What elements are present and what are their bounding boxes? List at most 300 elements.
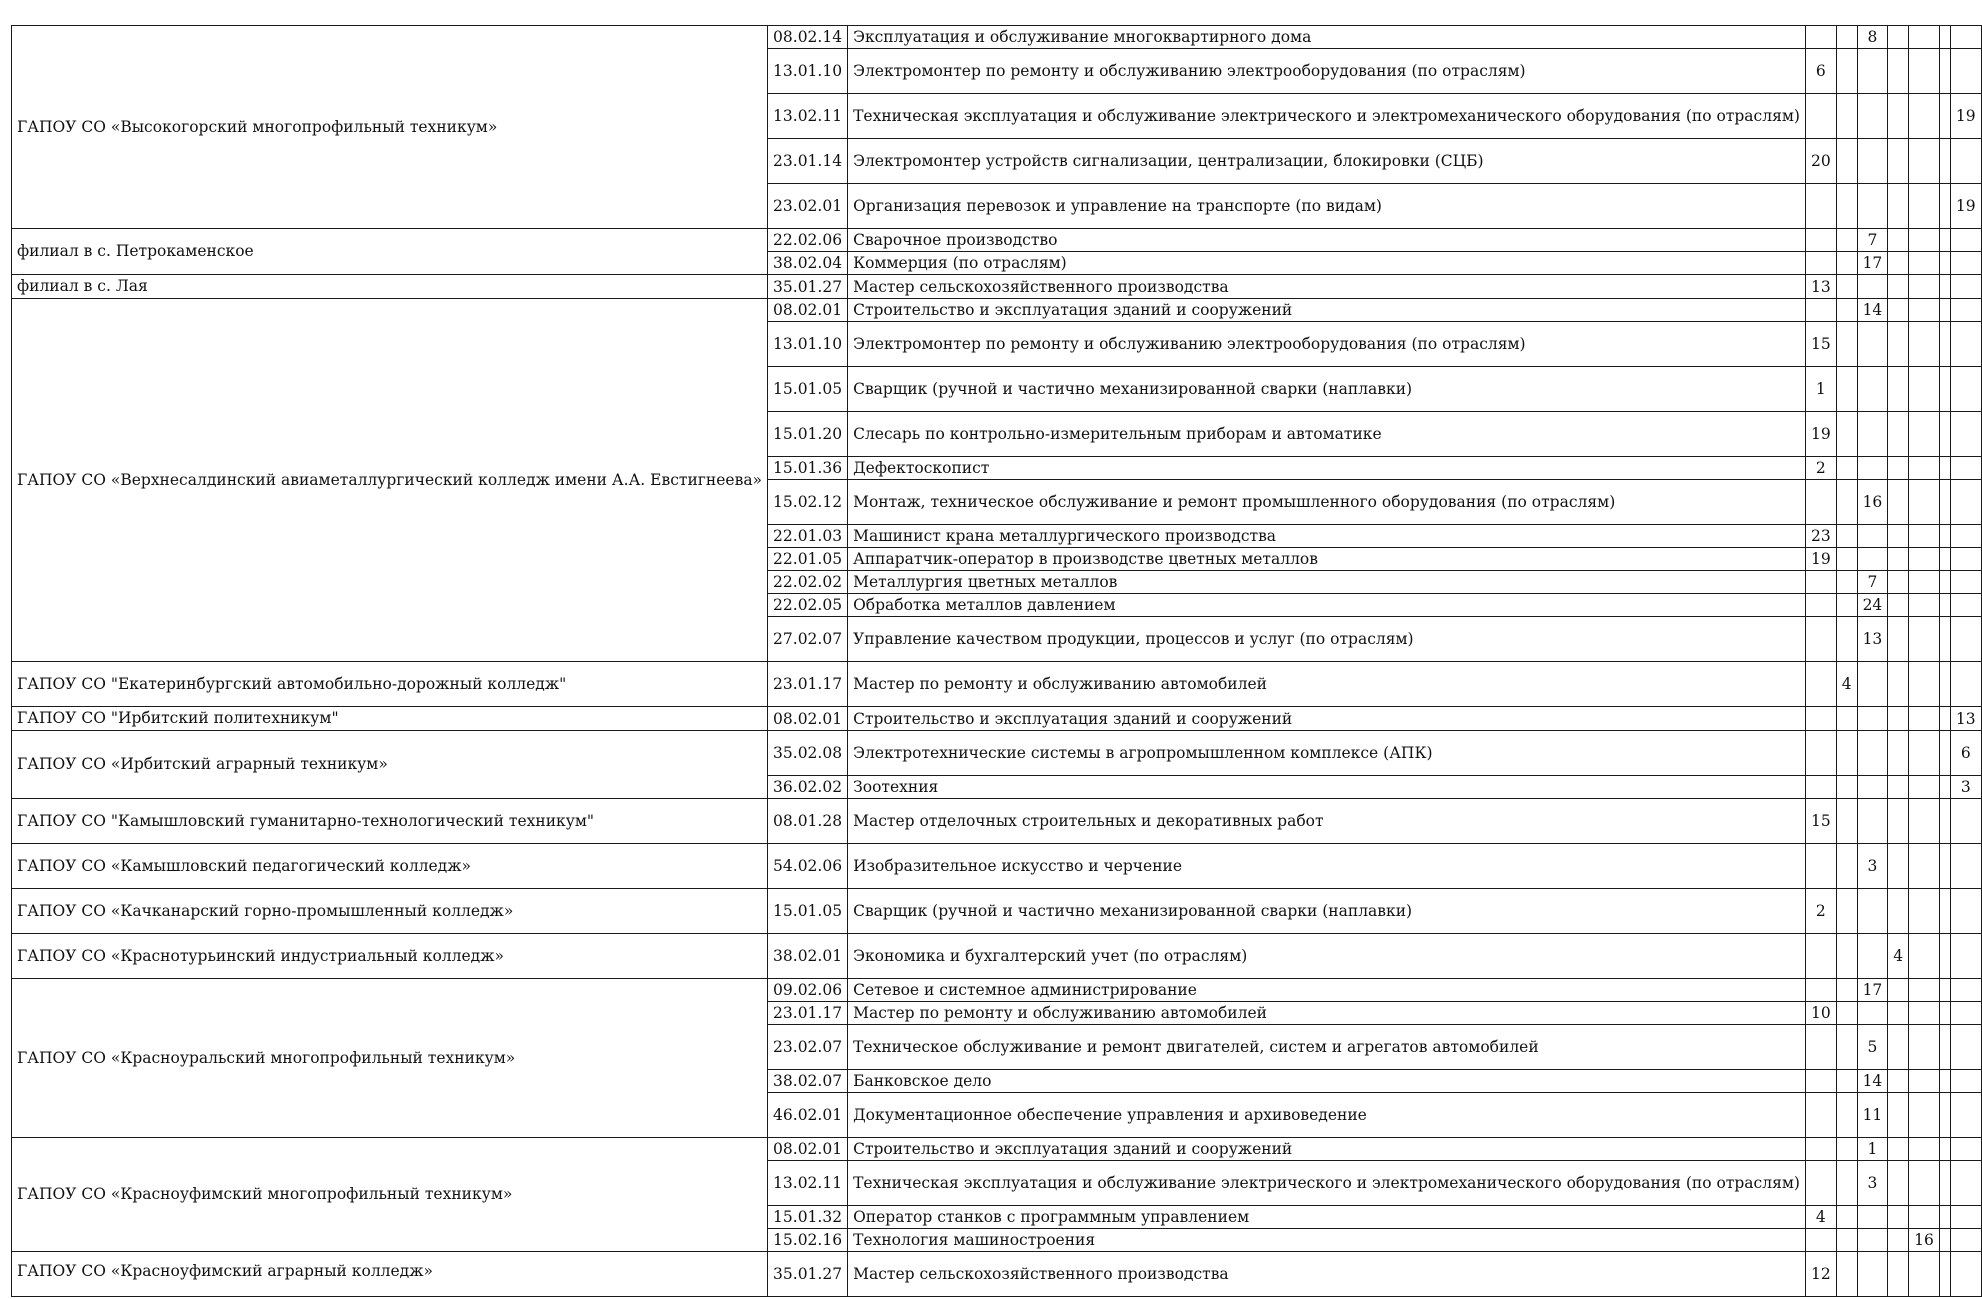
count-cell xyxy=(1888,889,1909,934)
count-cell: 2 xyxy=(1805,457,1836,480)
count-cell xyxy=(1950,412,1981,457)
count-cell xyxy=(1939,525,1950,548)
specialty-code-cell: 15.01.05 xyxy=(768,889,848,934)
count-cell xyxy=(1805,252,1836,275)
specialty-name-cell: Электромонтер по ремонту и обслуживанию электрооборудования (по отраслям) xyxy=(848,322,1806,367)
count-cell xyxy=(1939,662,1950,707)
count-cell xyxy=(1909,322,1940,367)
count-cell xyxy=(1888,617,1909,662)
specialty-code-cell: 09.02.06 xyxy=(768,979,848,1002)
count-cell xyxy=(1805,571,1836,594)
count-cell xyxy=(1888,26,1909,49)
count-cell xyxy=(1805,1138,1836,1161)
count-cell xyxy=(1836,1229,1857,1252)
specialty-name-cell: Сварщик (ручной и частично механизированной сварки (наплавки) xyxy=(848,889,1806,934)
count-cell xyxy=(1909,252,1940,275)
count-cell xyxy=(1909,299,1940,322)
count-cell xyxy=(1909,571,1940,594)
count-cell: 19 xyxy=(1950,94,1981,139)
count-cell: 3 xyxy=(1857,1161,1888,1206)
count-cell: 4 xyxy=(1805,1206,1836,1229)
count-cell xyxy=(1836,594,1857,617)
specialty-code-cell: 22.02.02 xyxy=(768,571,848,594)
count-cell xyxy=(1836,184,1857,229)
table-row xyxy=(12,1252,1982,1297)
specialty-name-cell: Слесарь по контрольно-измерительным приборам и автоматике xyxy=(848,412,1806,457)
specialty-code-cell: 54.02.06 xyxy=(768,844,848,889)
table-row xyxy=(12,979,1982,1002)
count-cell xyxy=(1857,525,1888,548)
count-cell xyxy=(1888,480,1909,525)
institution-cell: ГАПОУ СО «Краснотурьинский индустриальный колледж» xyxy=(12,934,768,979)
count-cell xyxy=(1857,94,1888,139)
count-cell xyxy=(1805,594,1836,617)
count-cell xyxy=(1805,979,1836,1002)
count-cell: 19 xyxy=(1805,412,1836,457)
count-cell xyxy=(1950,662,1981,707)
count-cell xyxy=(1836,299,1857,322)
count-cell xyxy=(1888,844,1909,889)
count-cell xyxy=(1805,1161,1836,1206)
count-cell xyxy=(1805,844,1836,889)
specialty-name-cell: Изобразительное искусство и черчение xyxy=(848,844,1806,889)
specialty-name-cell: Металлургия цветных металлов xyxy=(848,571,1806,594)
table-row xyxy=(12,889,1982,934)
table-row xyxy=(12,934,1982,979)
count-cell xyxy=(1805,617,1836,662)
specialty-code-cell: 15.02.16 xyxy=(768,1229,848,1252)
count-cell xyxy=(1909,1070,1940,1093)
specialty-code-cell: 36.02.02 xyxy=(768,776,848,799)
count-cell: 4 xyxy=(1888,934,1909,979)
specialty-name-cell: Управление качеством продукции, процессов и услуг (по отраслям) xyxy=(848,617,1806,662)
count-cell xyxy=(1857,457,1888,480)
count-cell xyxy=(1939,776,1950,799)
count-cell xyxy=(1836,1206,1857,1229)
count-cell xyxy=(1939,26,1950,49)
count-cell: 5 xyxy=(1857,1025,1888,1070)
count-cell xyxy=(1939,252,1950,275)
institution-cell: ГАПОУ СО «Верхнесалдинский авиаметаллургический колледж имени А.А. Евстигнеева» xyxy=(12,299,768,662)
count-cell xyxy=(1909,1206,1940,1229)
count-cell: 14 xyxy=(1857,299,1888,322)
specialty-name-cell: Мастер отделочных строительных и декоративных работ xyxy=(848,799,1806,844)
count-cell xyxy=(1939,1229,1950,1252)
institution-cell: ГАПОУ СО «Красноуфимский многопрофильный техникум» xyxy=(12,1138,768,1252)
institution-cell: ГАПОУ СО «Качканарский горно-промышленный колледж» xyxy=(12,889,768,934)
count-cell: 16 xyxy=(1909,1229,1940,1252)
specialty-name-cell: Монтаж, техническое обслуживание и ремонт промышленного оборудования (по отраслям) xyxy=(848,480,1806,525)
count-cell xyxy=(1836,139,1857,184)
specialty-code-cell: 08.02.01 xyxy=(768,1138,848,1161)
specialty-name-cell: Банковское дело xyxy=(848,1070,1806,1093)
count-cell xyxy=(1950,594,1981,617)
table-row xyxy=(12,299,1982,322)
table-row xyxy=(12,844,1982,889)
specialty-code-cell: 27.02.07 xyxy=(768,617,848,662)
count-cell xyxy=(1909,367,1940,412)
count-cell xyxy=(1836,1025,1857,1070)
count-cell xyxy=(1939,1025,1950,1070)
count-cell xyxy=(1909,26,1940,49)
count-cell xyxy=(1888,139,1909,184)
count-cell xyxy=(1805,1093,1836,1138)
count-cell xyxy=(1939,1070,1950,1093)
specialty-code-cell: 23.02.01 xyxy=(768,184,848,229)
count-cell xyxy=(1857,776,1888,799)
count-cell xyxy=(1909,94,1940,139)
count-cell xyxy=(1909,1002,1940,1025)
specialty-code-cell: 23.02.07 xyxy=(768,1025,848,1070)
count-cell xyxy=(1857,731,1888,776)
count-cell xyxy=(1939,275,1950,299)
count-cell xyxy=(1805,299,1836,322)
count-cell xyxy=(1950,26,1981,49)
institution-cell: филиал в с. Лая xyxy=(12,275,768,299)
count-cell xyxy=(1909,1161,1940,1206)
count-cell xyxy=(1909,617,1940,662)
count-cell xyxy=(1909,229,1940,252)
institution-cell: ГАПОУ СО «Ирбитский аграрный техникум» xyxy=(12,731,768,799)
count-cell: 15 xyxy=(1805,799,1836,844)
count-cell xyxy=(1950,49,1981,94)
count-cell: 7 xyxy=(1857,229,1888,252)
count-cell xyxy=(1939,594,1950,617)
count-cell xyxy=(1909,662,1940,707)
count-cell xyxy=(1950,617,1981,662)
count-cell xyxy=(1939,1138,1950,1161)
specialty-name-cell: Обработка металлов давлением xyxy=(848,594,1806,617)
count-cell xyxy=(1857,1252,1888,1297)
count-cell: 13 xyxy=(1805,275,1836,299)
count-cell xyxy=(1888,1025,1909,1070)
count-cell xyxy=(1836,731,1857,776)
count-cell: 4 xyxy=(1836,662,1857,707)
count-cell: 3 xyxy=(1857,844,1888,889)
specialty-code-cell: 15.01.36 xyxy=(768,457,848,480)
count-cell xyxy=(1836,1138,1857,1161)
specialty-name-cell: Строительство и эксплуатация зданий и сооружений xyxy=(848,707,1806,731)
specialty-name-cell: Электромонтер по ремонту и обслуживанию электрооборудования (по отраслям) xyxy=(848,49,1806,94)
count-cell xyxy=(1888,229,1909,252)
specialty-name-cell: Мастер по ремонту и обслуживанию автомобилей xyxy=(848,1002,1806,1025)
count-cell xyxy=(1939,979,1950,1002)
institution-cell: ГАПОУ СО «Высокогорский многопрофильный техникум» xyxy=(12,26,768,229)
specialty-name-cell: Техническая эксплуатация и обслуживание электрического и электромеханического оборудования (по отраслям) xyxy=(848,1161,1806,1206)
count-cell xyxy=(1836,571,1857,594)
count-cell: 12 xyxy=(1805,1252,1836,1297)
count-cell xyxy=(1857,275,1888,299)
specialty-name-cell: Строительство и эксплуатация зданий и сооружений xyxy=(848,299,1806,322)
institution-cell: ГАПОУ СО «Красноуфимский аграрный колледж» xyxy=(12,1252,768,1297)
count-cell xyxy=(1909,457,1940,480)
count-cell xyxy=(1836,617,1857,662)
count-cell xyxy=(1939,707,1950,731)
specialty-name-cell: Электротехнические системы в агропромышленном комплексе (АПК) xyxy=(848,731,1806,776)
specialty-name-cell: Эксплуатация и обслуживание многоквартирного дома xyxy=(848,26,1806,49)
count-cell xyxy=(1805,480,1836,525)
count-cell xyxy=(1836,1002,1857,1025)
count-cell xyxy=(1836,934,1857,979)
count-cell xyxy=(1888,1093,1909,1138)
table-row xyxy=(12,731,1982,776)
count-cell xyxy=(1950,299,1981,322)
specialty-name-cell: Сварочное производство xyxy=(848,229,1806,252)
count-cell xyxy=(1909,776,1940,799)
count-cell xyxy=(1836,548,1857,571)
institution-cell: ГАПОУ СО "Ирбитский политехникум" xyxy=(12,707,768,731)
count-cell xyxy=(1857,934,1888,979)
count-cell xyxy=(1950,525,1981,548)
count-cell: 24 xyxy=(1857,594,1888,617)
count-cell xyxy=(1888,571,1909,594)
count-cell xyxy=(1950,322,1981,367)
count-cell xyxy=(1857,662,1888,707)
count-cell xyxy=(1857,889,1888,934)
count-cell xyxy=(1888,662,1909,707)
count-cell xyxy=(1836,275,1857,299)
specialty-name-cell: Техническое обслуживание и ремонт двигателей, систем и агрегатов автомобилей xyxy=(848,1025,1806,1070)
count-cell xyxy=(1909,844,1940,889)
count-cell xyxy=(1888,1138,1909,1161)
count-cell xyxy=(1888,594,1909,617)
count-cell xyxy=(1805,934,1836,979)
specialty-code-cell: 23.01.17 xyxy=(768,662,848,707)
count-cell xyxy=(1939,299,1950,322)
count-cell xyxy=(1888,184,1909,229)
count-cell xyxy=(1939,229,1950,252)
count-cell xyxy=(1857,799,1888,844)
count-cell xyxy=(1909,1093,1940,1138)
specialty-code-cell: 23.01.14 xyxy=(768,139,848,184)
count-cell: 14 xyxy=(1857,1070,1888,1093)
admission-table xyxy=(11,25,1982,1297)
specialty-code-cell: 13.02.11 xyxy=(768,1161,848,1206)
count-cell xyxy=(1857,1002,1888,1025)
count-cell xyxy=(1888,548,1909,571)
count-cell xyxy=(1888,252,1909,275)
count-cell xyxy=(1939,412,1950,457)
count-cell xyxy=(1836,1252,1857,1297)
count-cell xyxy=(1888,367,1909,412)
count-cell xyxy=(1909,799,1940,844)
specialty-code-cell: 22.01.03 xyxy=(768,525,848,548)
count-cell xyxy=(1939,457,1950,480)
count-cell: 17 xyxy=(1857,252,1888,275)
count-cell xyxy=(1939,1002,1950,1025)
count-cell xyxy=(1836,889,1857,934)
count-cell xyxy=(1950,889,1981,934)
count-cell xyxy=(1888,275,1909,299)
table-row xyxy=(12,662,1982,707)
count-cell xyxy=(1805,1025,1836,1070)
count-cell: 7 xyxy=(1857,571,1888,594)
count-cell xyxy=(1939,322,1950,367)
count-cell xyxy=(1805,26,1836,49)
count-cell: 19 xyxy=(1950,184,1981,229)
count-cell xyxy=(1805,94,1836,139)
specialty-code-cell: 15.01.05 xyxy=(768,367,848,412)
count-cell xyxy=(1909,184,1940,229)
count-cell xyxy=(1909,412,1940,457)
institution-cell: ГАПОУ СО "Камышловский гуманитарно-технологический техникум" xyxy=(12,799,768,844)
count-cell xyxy=(1836,412,1857,457)
count-cell xyxy=(1909,594,1940,617)
specialty-code-cell: 38.02.04 xyxy=(768,252,848,275)
count-cell xyxy=(1805,229,1836,252)
count-cell xyxy=(1836,480,1857,525)
count-cell xyxy=(1950,480,1981,525)
specialty-code-cell: 38.02.07 xyxy=(768,1070,848,1093)
count-cell xyxy=(1857,412,1888,457)
count-cell xyxy=(1857,1229,1888,1252)
count-cell xyxy=(1909,139,1940,184)
count-cell xyxy=(1805,776,1836,799)
count-cell xyxy=(1950,1206,1981,1229)
institution-cell: филиал в с. Петрокаменское xyxy=(12,229,768,275)
count-cell xyxy=(1836,229,1857,252)
count-cell xyxy=(1805,662,1836,707)
count-cell xyxy=(1950,367,1981,412)
count-cell xyxy=(1909,1138,1940,1161)
count-cell: 6 xyxy=(1950,731,1981,776)
count-cell xyxy=(1857,548,1888,571)
count-cell xyxy=(1909,707,1940,731)
count-cell xyxy=(1836,1161,1857,1206)
count-cell xyxy=(1950,1025,1981,1070)
table-row xyxy=(12,799,1982,844)
count-cell xyxy=(1836,49,1857,94)
count-cell xyxy=(1939,934,1950,979)
count-cell xyxy=(1888,412,1909,457)
specialty-code-cell: 08.02.01 xyxy=(768,707,848,731)
count-cell xyxy=(1857,49,1888,94)
table-row xyxy=(12,1138,1982,1161)
count-cell xyxy=(1909,49,1940,94)
count-cell xyxy=(1909,934,1940,979)
count-cell xyxy=(1888,1070,1909,1093)
institution-cell: ГАПОУ СО «Красноуральский многопрофильный техникум» xyxy=(12,979,768,1138)
count-cell xyxy=(1909,548,1940,571)
count-cell xyxy=(1857,367,1888,412)
count-cell xyxy=(1836,252,1857,275)
count-cell xyxy=(1909,525,1940,548)
specialty-code-cell: 22.02.05 xyxy=(768,594,848,617)
count-cell xyxy=(1939,480,1950,525)
specialty-code-cell: 13.01.10 xyxy=(768,322,848,367)
specialty-code-cell: 22.02.06 xyxy=(768,229,848,252)
count-cell xyxy=(1939,1161,1950,1206)
specialty-code-cell: 15.01.20 xyxy=(768,412,848,457)
count-cell xyxy=(1805,184,1836,229)
count-cell xyxy=(1950,1002,1981,1025)
specialty-name-cell: Техническая эксплуатация и обслуживание электрического и электромеханического оборудования (по отраслям) xyxy=(848,94,1806,139)
count-cell xyxy=(1939,844,1950,889)
specialty-code-cell: 15.02.12 xyxy=(768,480,848,525)
specialty-name-cell: Электромонтер устройств сигнализации, централизации, блокировки (СЦБ) xyxy=(848,139,1806,184)
count-cell xyxy=(1888,1002,1909,1025)
count-cell xyxy=(1836,322,1857,367)
count-cell: 15 xyxy=(1805,322,1836,367)
count-cell: 6 xyxy=(1805,49,1836,94)
count-cell xyxy=(1805,1070,1836,1093)
count-cell xyxy=(1836,367,1857,412)
count-cell xyxy=(1939,799,1950,844)
count-cell xyxy=(1950,275,1981,299)
count-cell xyxy=(1950,139,1981,184)
count-cell xyxy=(1888,1161,1909,1206)
count-cell xyxy=(1950,1229,1981,1252)
specialty-name-cell: Коммерция (по отраслям) xyxy=(848,252,1806,275)
count-cell xyxy=(1836,26,1857,49)
count-cell xyxy=(1836,707,1857,731)
table-row xyxy=(12,26,1982,49)
count-cell xyxy=(1888,776,1909,799)
specialty-name-cell: Строительство и эксплуатация зданий и сооружений xyxy=(848,1138,1806,1161)
count-cell xyxy=(1950,799,1981,844)
count-cell xyxy=(1888,979,1909,1002)
count-cell xyxy=(1939,94,1950,139)
specialty-name-cell: Сварщик (ручной и частично механизированной сварки (наплавки) xyxy=(848,367,1806,412)
count-cell xyxy=(1939,731,1950,776)
count-cell xyxy=(1805,707,1836,731)
count-cell: 1 xyxy=(1857,1138,1888,1161)
count-cell xyxy=(1836,1093,1857,1138)
specialty-code-cell: 22.01.05 xyxy=(768,548,848,571)
specialty-name-cell: Экономика и бухгалтерский учет (по отраслям) xyxy=(848,934,1806,979)
count-cell xyxy=(1950,979,1981,1002)
count-cell xyxy=(1950,1161,1981,1206)
count-cell: 13 xyxy=(1857,617,1888,662)
count-cell xyxy=(1888,1252,1909,1297)
count-cell: 3 xyxy=(1950,776,1981,799)
count-cell xyxy=(1950,457,1981,480)
count-cell xyxy=(1939,367,1950,412)
count-cell: 17 xyxy=(1857,979,1888,1002)
count-cell xyxy=(1939,548,1950,571)
count-cell: 10 xyxy=(1805,1002,1836,1025)
specialty-name-cell: Мастер сельскохозяйственного производства xyxy=(848,275,1806,299)
count-cell xyxy=(1888,49,1909,94)
specialty-code-cell: 08.01.28 xyxy=(768,799,848,844)
count-cell xyxy=(1950,1093,1981,1138)
specialty-name-cell: Документационное обеспечение управления и архивоведение xyxy=(848,1093,1806,1138)
specialty-code-cell: 08.02.14 xyxy=(768,26,848,49)
count-cell xyxy=(1950,1070,1981,1093)
count-cell: 19 xyxy=(1805,548,1836,571)
specialty-name-cell: Зоотехния xyxy=(848,776,1806,799)
count-cell xyxy=(1950,934,1981,979)
count-cell xyxy=(1950,1138,1981,1161)
count-cell xyxy=(1888,94,1909,139)
count-cell xyxy=(1939,49,1950,94)
specialty-name-cell: Дефектоскопист xyxy=(848,457,1806,480)
specialty-code-cell: 38.02.01 xyxy=(768,934,848,979)
specialty-code-cell: 23.01.17 xyxy=(768,1002,848,1025)
count-cell xyxy=(1939,184,1950,229)
count-cell: 23 xyxy=(1805,525,1836,548)
specialty-code-cell: 35.01.27 xyxy=(768,275,848,299)
count-cell xyxy=(1857,184,1888,229)
specialty-code-cell: 08.02.01 xyxy=(768,299,848,322)
count-cell xyxy=(1888,1206,1909,1229)
specialty-name-cell: Мастер по ремонту и обслуживанию автомобилей xyxy=(848,662,1806,707)
count-cell xyxy=(1888,322,1909,367)
count-cell xyxy=(1950,844,1981,889)
count-cell xyxy=(1939,571,1950,594)
count-cell xyxy=(1950,571,1981,594)
count-cell xyxy=(1909,275,1940,299)
